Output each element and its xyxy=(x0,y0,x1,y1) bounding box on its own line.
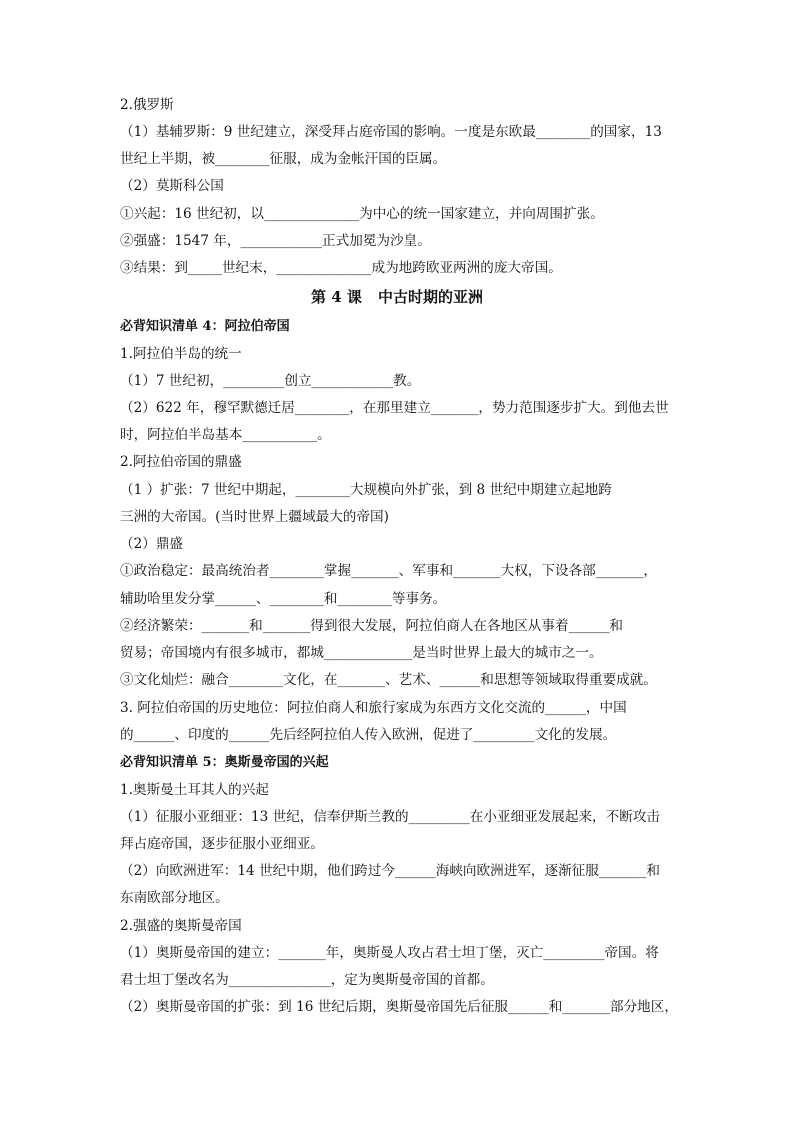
text-line-found-a: （1）奥斯曼帝国的建立：_______年，奥斯曼人攻占君士坦丁堡，灭亡_________帝国。将 xyxy=(120,945,659,961)
lesson-number: 第 4 课 xyxy=(311,288,362,306)
text-line-conquer-a: （1）征服小亚细亚：13 世纪，信奉伊斯兰教的_________在小亚细亚发展起来，不断攻击 xyxy=(120,809,661,825)
text-line-march-a: （2）向欧洲进军：14 世纪中期，他们跨过今______海峡向欧洲进军，逐渐征服_______和 xyxy=(120,863,661,879)
text-line-status-b: 的______、印度的______先后经阿拉伯人传入欧洲，促进了_________文化的发展。 xyxy=(120,727,617,743)
text-line-culture: ③文化灿烂：融合________文化，在_______、艺术、______和思想等领域取得重要成就。 xyxy=(120,672,657,688)
lesson-title xyxy=(0,288,794,306)
lesson-title-text: 中古时期的亚洲 xyxy=(377,288,483,306)
text-line-politics-b: 辅助哈里发分掌______、________和________等事务。 xyxy=(120,591,447,607)
text-line-muscovy-rise: ①兴起：16 世纪初，以______________为中心的统一国家建立，并向周围扩张。 xyxy=(120,206,604,222)
knowledge-list-4-heading: 必背知识清单 4：阿拉伯帝国 xyxy=(120,319,290,334)
subheading-muscovy: （2）莫斯科公国 xyxy=(120,178,224,194)
text-line-expand-b: 三洲的大帝国。(当时世界上疆域最大的帝国) xyxy=(120,509,389,525)
text-line-kievan-rus-1: （1）基辅罗斯：9 世纪建立，深受拜占庭帝国的影响。一度是东欧最________的国家，13 xyxy=(120,124,662,140)
subheading-arabia-unify: 1.阿拉伯半岛的统一 xyxy=(120,346,242,362)
text-line-conquer-b: 拜占庭帝国，逐步征服小亚细亚。 xyxy=(120,836,324,852)
text-line-muscovy-result: ③结果：到_____世纪末，______________成为地跨欧亚两洲的庞大帝国。 xyxy=(120,260,562,276)
subheading-prosper: （2）鼎盛 xyxy=(120,536,184,552)
text-line-economy-a: ②经济繁荣：_______和_______得到很大发展，阿拉伯商人在各地区从事着______和 xyxy=(120,618,623,634)
text-line-muscovy-strong: ②强盛：1547 年，____________正式加冕为沙皇。 xyxy=(120,233,431,249)
knowledge-list-5-heading: 必背知识清单 5：奥斯曼帝国的兴起 xyxy=(120,755,329,770)
subheading-ottoman-rise: 1.奥斯曼土耳其人的兴起 xyxy=(120,782,269,798)
text-line-expansion: （2）奥斯曼帝国的扩张：到 16 世纪后期，奥斯曼帝国先后征服______和_______部分地区， xyxy=(120,999,678,1015)
text-line-unify-2b: 时，阿拉伯半岛基本___________。 xyxy=(120,427,331,443)
text-line-kievan-rus-2: 世纪上半期，被________征服，成为金帐汗国的臣属。 xyxy=(120,151,447,167)
text-line-found-b: 君士坦丁堡改名为_______________，定为奥斯曼帝国的首都。 xyxy=(120,972,494,988)
text-line-unify-2a: （2）622 年，穆罕默德迁居________，在那里建立_______，势力范围逐步扩大。到他去世 xyxy=(120,400,669,416)
subheading-ottoman-empire: 2.强盛的奥斯曼帝国 xyxy=(120,918,242,934)
text-line-unify-1: （1）7 世纪初，_________创立____________教。 xyxy=(120,373,421,389)
section-heading-russia: 2.俄罗斯 xyxy=(120,97,174,113)
text-line-expand-a: （1 ）扩张：7 世纪中期起，________大规模向外扩张，到 8 世纪中期建立起地跨 xyxy=(120,482,612,498)
text-line-economy-b: 贸易；帝国境内有很多城市，都城_____________是当时世界上最大的城市之一。 xyxy=(120,645,603,661)
text-line-politics-a: ①政治稳定：最高统治者________掌握_______、军事和_______大权，下设各部_______， xyxy=(120,563,657,579)
text-line-status-a: 3. 阿拉伯帝国的历史地位：阿拉伯商人和旅行家成为东西方文化交流的______，中国 xyxy=(120,700,627,716)
text-line-march-b: 东南欧部分地区。 xyxy=(120,890,229,906)
subheading-arab-peak: 2.阿拉伯帝国的鼎盛 xyxy=(120,454,242,470)
